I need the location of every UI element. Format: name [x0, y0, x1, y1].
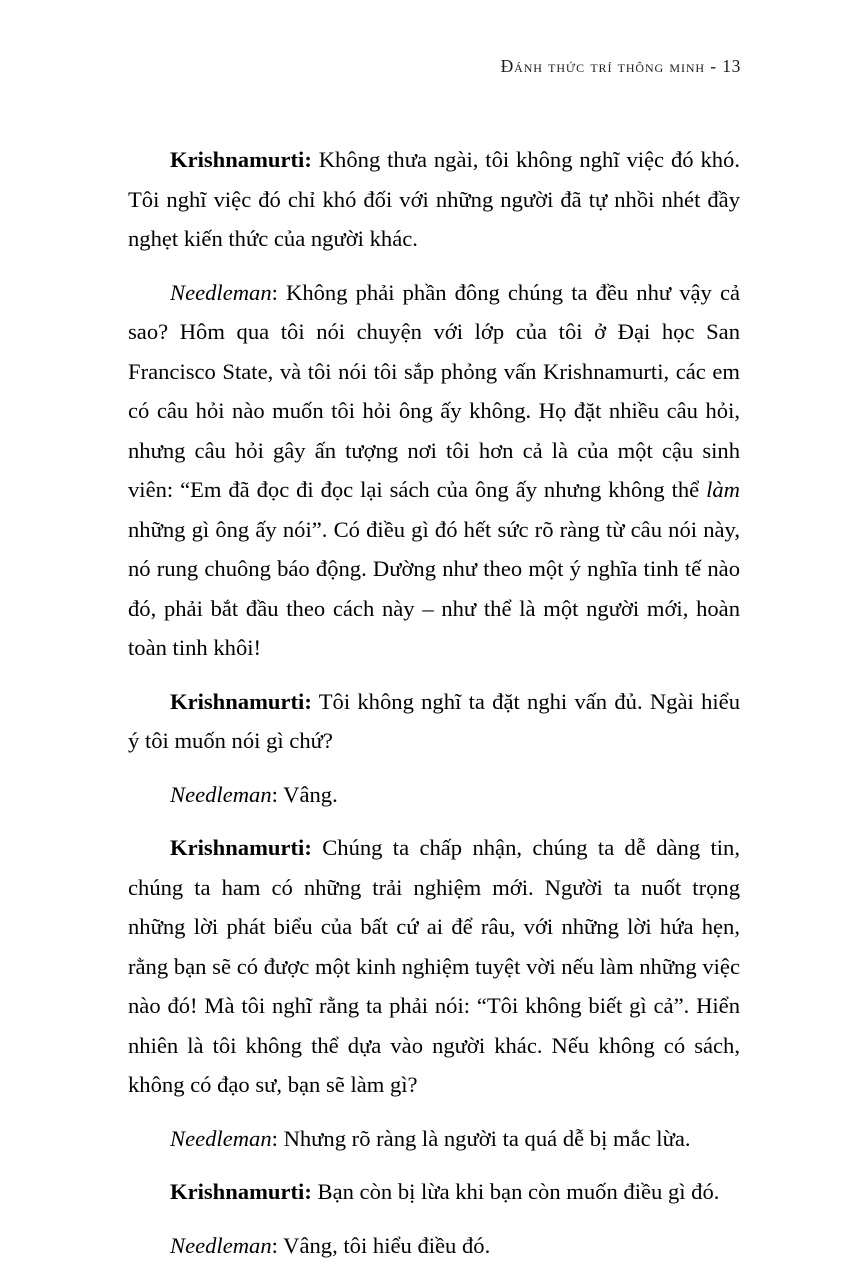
speaker-name: Needleman [170, 782, 272, 807]
speaker-name: Needleman [170, 1233, 272, 1258]
paragraph-text: Vâng, tôi hiểu điều đó. [278, 1233, 490, 1258]
paragraph [128, 1119, 740, 1159]
speaker-colon: : [272, 1126, 278, 1151]
paragraph [128, 828, 740, 1105]
paragraph-text: Không thưa ngài, tôi không nghĩ việc đó khó. Tôi nghĩ việc đó chỉ khó đối với những người đã tự nhồi nhét đầy nghẹt kiến thức của người khác. [128, 147, 740, 251]
paragraph-text: Tôi không nghĩ ta đặt nghi vấn đủ. Ngài hiểu ý tôi muốn nói gì chứ? [128, 689, 740, 754]
speaker-name: Krishnamurti [170, 835, 304, 860]
speaker-colon: : [272, 782, 278, 807]
speaker-colon: : [272, 1233, 278, 1258]
speaker-colon: : [272, 280, 278, 305]
speaker-colon: : [304, 1179, 312, 1204]
speaker-name: Needleman [170, 1126, 272, 1151]
paragraph [128, 1172, 740, 1212]
page-number: 13 [722, 56, 741, 76]
paragraph [128, 682, 740, 761]
speaker-colon: : [304, 689, 312, 714]
speaker-name: Krishnamurti [170, 689, 304, 714]
paragraph-text: Vâng. [278, 782, 338, 807]
paragraph [128, 140, 740, 259]
running-head-title: Đánh thức trí thông minh [501, 56, 705, 76]
speaker-name: Krishnamurti [170, 147, 304, 172]
emphasis-text: làm [706, 477, 740, 502]
paragraph-text: Chúng ta chấp nhận, chúng ta dễ dàng tin, chúng ta ham có những trải nghiệm mới. Người ta nuốt trọng những lời phát biểu của bất cứ ai để râu, với những lời hứa hẹn, rằng bạn sẽ có được một kinh nghiệm tuyệt vời nếu làm những việc nào đó! Mà tôi nghĩ rằng ta phải nói: “Tôi không biết gì cả”. Hiển nhiên là tôi không thể dựa vào người khác. Nếu không có sách, không có đạo sư, bạn sẽ làm gì? [128, 835, 740, 1097]
speaker-colon: : [304, 147, 312, 172]
paragraph-text-continued: những gì ông ấy nói”. Có điều gì đó hết sức rõ ràng từ câu nói này, nó rung chuông báo động. Dường như theo một ý nghĩa tinh tế nào đó, phải bắt đầu theo cách này – như thể là một người mới, hoàn toàn tinh khôi! [128, 517, 740, 661]
running-head-separator: - [710, 56, 717, 76]
speaker-name: Krishnamurti [170, 1179, 304, 1204]
speaker-name: Needleman [170, 280, 272, 305]
speaker-colon: : [304, 835, 312, 860]
paragraph [128, 273, 740, 668]
body-text [128, 140, 740, 1265]
running-head [501, 56, 741, 77]
paragraph-text: Nhưng rõ ràng là người ta quá dễ bị mắc lừa. [278, 1126, 691, 1151]
paragraph [128, 1226, 740, 1265]
paragraph-text: Bạn còn bị lừa khi bạn còn muốn điều gì đó. [312, 1179, 720, 1204]
paragraph [128, 775, 740, 815]
paragraph-text: Không phải phần đông chúng ta đều như vậy cả sao? Hôm qua tôi nói chuyện với lớp của tôi ở Đại học San Francisco State, và tôi nói tôi sắp phỏng vấn Krishnamurti, các em có câu hỏi nào muốn tôi hỏi ông ấy không. Họ đặt nhiều câu hỏi, nhưng câu hỏi gây ấn tượng nơi tôi hơn cả là của một cậu sinh viên: “Em đã đọc đi đọc lại sách của ông ấy nhưng không thể [128, 280, 740, 503]
